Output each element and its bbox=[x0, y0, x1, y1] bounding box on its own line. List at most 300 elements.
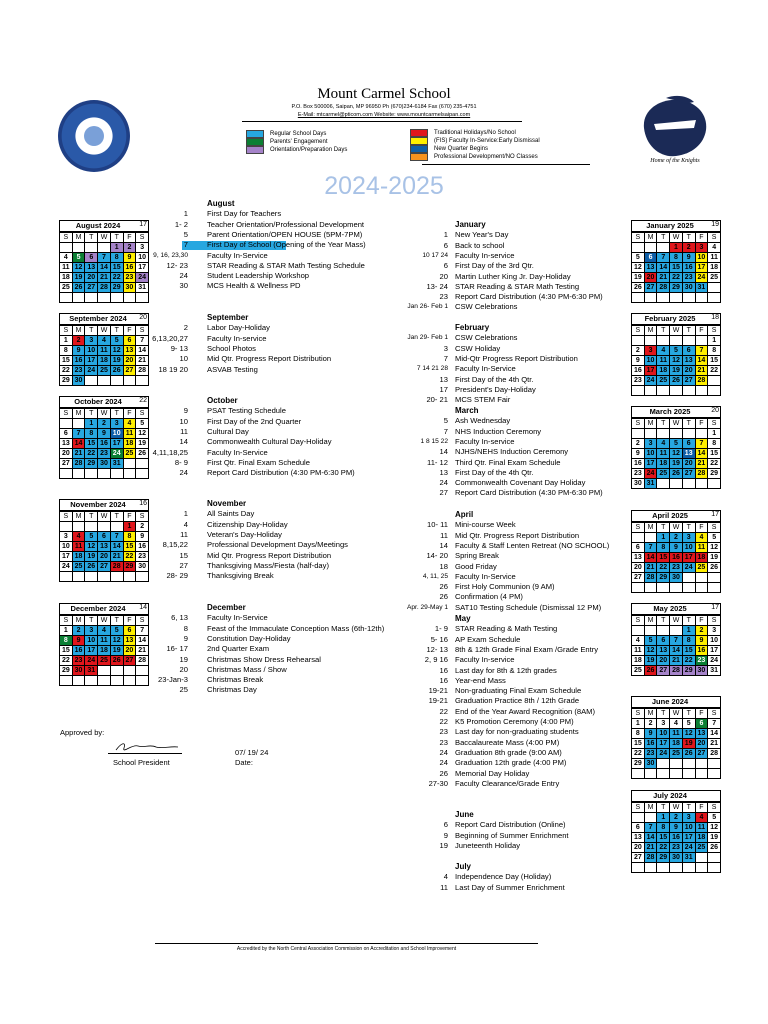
weekday-header: W bbox=[670, 803, 683, 813]
event-description: Christmas Show Dress Rehearsal bbox=[207, 654, 321, 664]
month-heading: June bbox=[455, 810, 474, 819]
calendar-day bbox=[73, 469, 86, 479]
calendar-day bbox=[645, 626, 658, 636]
legend-swatch bbox=[246, 146, 264, 154]
calendar-day: 18 bbox=[657, 459, 670, 469]
mini-calendar bbox=[631, 510, 721, 593]
calendar-day: 22 bbox=[85, 449, 98, 459]
calendar-day: 10 bbox=[85, 346, 98, 356]
calendar-day: 11 bbox=[657, 356, 670, 366]
event-description: Report Card Distribution (Online) bbox=[455, 820, 566, 830]
calendar-day: 20 bbox=[657, 656, 670, 666]
calendar-day: 19 bbox=[670, 366, 683, 376]
calendar-day bbox=[708, 759, 721, 769]
event-date: Jan 29- Feb 1 bbox=[407, 334, 448, 342]
calendar-day: 10 bbox=[657, 729, 670, 739]
calendar-day: 26 bbox=[708, 563, 721, 573]
calendar-day bbox=[645, 813, 658, 823]
calendar-day bbox=[85, 572, 98, 582]
calendar-day: 28 bbox=[708, 749, 721, 759]
weekday-header: S bbox=[708, 616, 721, 626]
calendar-day: 3 bbox=[708, 626, 721, 636]
event-date: Jan 26- Feb 1 bbox=[407, 303, 448, 311]
calendar-day: 13 bbox=[657, 646, 670, 656]
event-date: 14 bbox=[439, 447, 448, 457]
event-description: Confirmation (4 PM) bbox=[455, 592, 523, 602]
calendar-day: 11 bbox=[73, 542, 86, 552]
calendar-day: 29 bbox=[85, 459, 98, 469]
month-heading: March bbox=[455, 406, 479, 415]
weekday-header: T bbox=[85, 512, 98, 522]
event-date: 1 bbox=[183, 509, 188, 519]
calendar-day bbox=[683, 769, 696, 779]
legend-divider bbox=[422, 164, 590, 165]
calendar-day: 17 bbox=[683, 833, 696, 843]
mini-calendar-title: April 2025 bbox=[652, 511, 688, 520]
calendar-day: 29 bbox=[60, 376, 73, 386]
calendar-day bbox=[632, 863, 645, 873]
calendar-day: 29 bbox=[657, 853, 670, 863]
event-date: 1 8 15 22 bbox=[420, 437, 448, 445]
event-date: 8,15,22 bbox=[162, 540, 188, 550]
event-description: First Day of the 4th Qtr. bbox=[455, 374, 534, 384]
calendar-day: 9 bbox=[136, 532, 149, 542]
mini-calendar-title: September 2024 bbox=[69, 314, 127, 323]
calendar-day bbox=[645, 243, 658, 253]
event-description: First Qtr. Final Exam Schedule bbox=[207, 457, 310, 467]
mini-calendar-title: December 2024 bbox=[70, 604, 126, 613]
weekday-header: S bbox=[60, 233, 73, 243]
legend-label: Professional Development/NO Classes bbox=[434, 154, 538, 160]
calendar-day bbox=[98, 666, 111, 676]
calendar-day: 19 bbox=[708, 553, 721, 563]
event-description: Third Qtr. Final Exam Schedule bbox=[455, 457, 561, 467]
event-description: President's Day-Holiday bbox=[455, 384, 536, 394]
calendar-day: 25 bbox=[124, 449, 137, 459]
event-date: 11- 12 bbox=[427, 457, 448, 467]
event-date: 18 19 20 bbox=[158, 364, 188, 374]
mini-calendar-header bbox=[631, 406, 721, 418]
calendar-day bbox=[136, 459, 149, 469]
event-date: 6 bbox=[443, 820, 448, 830]
calendar-day: 4 bbox=[670, 719, 683, 729]
calendar-day: 25 bbox=[632, 666, 645, 676]
calendar-day bbox=[98, 243, 111, 253]
calendar-day: 19 bbox=[632, 273, 645, 283]
calendar-day: 12 bbox=[85, 542, 98, 552]
event-date: 24 bbox=[179, 468, 188, 478]
mini-calendar-title: January 2025 bbox=[646, 221, 694, 230]
calendar-day: 18 bbox=[632, 656, 645, 666]
calendar-day bbox=[645, 533, 658, 543]
calendar-day: 7 bbox=[670, 636, 683, 646]
mini-calendar bbox=[59, 603, 149, 686]
event-description: STAR Reading & Math Testing bbox=[455, 624, 558, 634]
weekday-header: W bbox=[98, 409, 111, 419]
calendar-day: 13 bbox=[98, 542, 111, 552]
mini-calendar bbox=[59, 499, 149, 582]
event-description: Christmas Mass / Show bbox=[207, 664, 287, 674]
calendar-day: 4 bbox=[632, 636, 645, 646]
calendar-day: 23 bbox=[670, 843, 683, 853]
calendar-day bbox=[136, 376, 149, 386]
event-date: 6 bbox=[443, 261, 448, 271]
calendar-day: 7 bbox=[73, 429, 86, 439]
calendar-day: 10 bbox=[60, 542, 73, 552]
event-description: Citizenship Day-Holiday bbox=[207, 519, 288, 529]
calendar-day bbox=[696, 769, 709, 779]
calendar-day: 29 bbox=[60, 666, 73, 676]
mini-calendar-header bbox=[631, 790, 721, 802]
event-date: 23 bbox=[439, 292, 448, 302]
event-description: 2nd Quarter Exam bbox=[207, 644, 270, 654]
event-date: 10 bbox=[179, 416, 188, 426]
event-date: 7 bbox=[183, 240, 188, 250]
calendar-day: 1 bbox=[124, 522, 137, 532]
calendar-day: 1 bbox=[85, 419, 98, 429]
legend-label: (FIS) Faculty In-Service:Early Dismissal bbox=[434, 138, 540, 144]
calendar-day: 10 bbox=[696, 253, 709, 263]
event-date: 24 bbox=[179, 271, 188, 281]
calendar-day bbox=[683, 336, 696, 346]
calendar-day: 16 bbox=[670, 833, 683, 843]
calendar-day bbox=[111, 293, 124, 303]
event-date: 24 bbox=[439, 478, 448, 488]
year-title: 2024-2025 bbox=[324, 172, 444, 200]
event-date: 6, 13 bbox=[171, 613, 188, 623]
event-date: 18 bbox=[439, 561, 448, 571]
calendar-day: 15 bbox=[657, 553, 670, 563]
event-date: 10 bbox=[179, 354, 188, 364]
legend-item bbox=[246, 146, 347, 154]
calendar-day bbox=[124, 666, 137, 676]
calendar-day: 20 bbox=[645, 273, 658, 283]
calendar-day: 20 bbox=[98, 552, 111, 562]
event-date: 8- 9 bbox=[174, 457, 188, 467]
calendar-day: 26 bbox=[670, 469, 683, 479]
mini-calendar bbox=[59, 396, 149, 479]
school-days-count: 16 bbox=[139, 500, 147, 507]
weekday-header: W bbox=[98, 512, 111, 522]
calendar-day bbox=[657, 293, 670, 303]
calendar-day: 30 bbox=[632, 479, 645, 489]
calendar-day bbox=[657, 759, 670, 769]
calendar-day bbox=[111, 376, 124, 386]
calendar-day: 21 bbox=[708, 739, 721, 749]
calendar-day: 17 bbox=[645, 459, 658, 469]
event-description: Student Leadership Workshop bbox=[207, 271, 310, 281]
weekday-header: M bbox=[645, 326, 658, 336]
mini-calendar-header bbox=[631, 696, 721, 708]
calendar-day: 27 bbox=[124, 366, 137, 376]
calendar-day: 17 bbox=[60, 552, 73, 562]
event-description: Report Card Distribution (4:30 PM-6:30 PM) bbox=[455, 292, 603, 302]
event-date: 10- 11 bbox=[427, 520, 448, 530]
event-date: 19-21 bbox=[428, 696, 448, 706]
calendar-day: 12 bbox=[683, 729, 696, 739]
event-description: ASVAB Testing bbox=[207, 364, 258, 374]
calendar-day: 21 bbox=[73, 449, 86, 459]
calendar-day bbox=[657, 479, 670, 489]
calendar-day: 19 bbox=[683, 739, 696, 749]
month-heading: May bbox=[455, 614, 471, 623]
mini-calendar-header bbox=[631, 603, 721, 615]
weekday-header: T bbox=[683, 709, 696, 719]
calendar-day: 28 bbox=[136, 656, 149, 666]
calendar-day: 27 bbox=[632, 573, 645, 583]
event-date: 19 bbox=[179, 654, 188, 664]
calendar-day: 30 bbox=[683, 283, 696, 293]
legend-swatch bbox=[410, 153, 428, 161]
calendar-day: 16 bbox=[645, 739, 658, 749]
calendar-day: 13 bbox=[645, 263, 658, 273]
calendar-day: 23 bbox=[696, 656, 709, 666]
calendar-day: 14 bbox=[98, 263, 111, 273]
calendar-day bbox=[60, 572, 73, 582]
event-description: Faculty In-service bbox=[455, 436, 515, 446]
weekday-header: T bbox=[683, 616, 696, 626]
event-description: Faculty & Staff Lenten Retreat (NO SCHOOL) bbox=[455, 540, 610, 550]
event-date: 9 bbox=[443, 830, 448, 840]
calendar-day bbox=[708, 376, 721, 386]
calendar-day: 22 bbox=[60, 656, 73, 666]
weekday-header: M bbox=[73, 409, 86, 419]
mini-calendar-header bbox=[631, 220, 721, 232]
event-date: 23-Jan-3 bbox=[158, 675, 188, 685]
calendar-day: 18 bbox=[98, 646, 111, 656]
calendar-day bbox=[708, 769, 721, 779]
calendar-day: 21 bbox=[98, 273, 111, 283]
calendar-day: 4 bbox=[696, 533, 709, 543]
calendar-day: 19 bbox=[645, 656, 658, 666]
weekday-header: F bbox=[696, 616, 709, 626]
event-description: MCS STEM Fair bbox=[455, 395, 511, 405]
weekday-header: T bbox=[683, 233, 696, 243]
mini-calendar bbox=[631, 696, 721, 779]
mini-calendar-header bbox=[631, 313, 721, 325]
calendar-day: 29 bbox=[111, 283, 124, 293]
event-date: 14 bbox=[439, 540, 448, 550]
calendar-day bbox=[708, 386, 721, 396]
weekday-header: M bbox=[73, 233, 86, 243]
weekday-header: S bbox=[632, 419, 645, 429]
calendar-day: 11 bbox=[98, 636, 111, 646]
calendar-day bbox=[60, 469, 73, 479]
calendar-day: 24 bbox=[85, 366, 98, 376]
calendar-day: 6 bbox=[683, 346, 696, 356]
calendar-day bbox=[657, 243, 670, 253]
calendar-day: 5 bbox=[85, 532, 98, 542]
calendar-day bbox=[73, 522, 86, 532]
calendar-day bbox=[85, 376, 98, 386]
calendar-day bbox=[670, 429, 683, 439]
weekday-header: T bbox=[657, 803, 670, 813]
mini-calendar-grid bbox=[59, 325, 149, 386]
calendar-day bbox=[73, 243, 86, 253]
calendar-day bbox=[98, 572, 111, 582]
event-description: First Day of School (Opening of the Year Mass) bbox=[207, 240, 366, 250]
calendar-day bbox=[136, 666, 149, 676]
calendar-day: 2 bbox=[98, 419, 111, 429]
calendar-day: 11 bbox=[632, 646, 645, 656]
event-description: Last day for 8th & 12th grades bbox=[455, 665, 557, 675]
event-description: Ash Wednesday bbox=[455, 416, 511, 426]
event-description: STAR Reading & STAR Math Testing Schedule bbox=[207, 260, 365, 270]
calendar-day bbox=[696, 386, 709, 396]
calendar-day: 15 bbox=[632, 739, 645, 749]
calendar-day bbox=[670, 293, 683, 303]
event-description: New Year's Day bbox=[455, 230, 509, 240]
calendar-day bbox=[85, 469, 98, 479]
event-date: 13 bbox=[439, 374, 448, 384]
month-heading: December bbox=[207, 603, 246, 612]
event-date: 11 bbox=[180, 529, 188, 539]
calendar-day: 20 bbox=[124, 646, 137, 656]
calendar-day: 31 bbox=[696, 283, 709, 293]
event-description: First Day of the 4th Qtr. bbox=[455, 467, 534, 477]
calendar-day bbox=[111, 676, 124, 686]
school-days-count: 17 bbox=[711, 511, 719, 518]
calendar-day: 12 bbox=[708, 823, 721, 833]
calendar-day bbox=[657, 429, 670, 439]
mini-calendar-grid bbox=[59, 232, 149, 303]
calendar-day bbox=[696, 429, 709, 439]
event-date: 26 bbox=[439, 592, 448, 602]
event-description: Feast of the Immaculate Conception Mass (6th-12th) bbox=[207, 623, 385, 633]
calendar-day: 7 bbox=[136, 336, 149, 346]
calendar-day bbox=[657, 769, 670, 779]
calendar-day: 9 bbox=[632, 356, 645, 366]
calendar-day: 5 bbox=[670, 346, 683, 356]
calendar-day bbox=[632, 429, 645, 439]
calendar-day: 28 bbox=[645, 573, 658, 583]
event-date: 4 bbox=[443, 872, 448, 882]
calendar-day: 18 bbox=[670, 739, 683, 749]
calendar-day: 30 bbox=[670, 853, 683, 863]
event-date: 7 bbox=[443, 426, 448, 436]
event-description: Graduation Practice 8th / 12th Grade bbox=[455, 696, 580, 706]
weekday-header: W bbox=[98, 233, 111, 243]
weekday-header: S bbox=[708, 709, 721, 719]
calendar-day: 4 bbox=[657, 346, 670, 356]
calendar-day: 8 bbox=[632, 729, 645, 739]
mini-calendar-header bbox=[59, 396, 149, 408]
calendar-day: 11 bbox=[708, 253, 721, 263]
event-description: Faculty Clearance/Grade Entry bbox=[455, 778, 560, 788]
calendar-day bbox=[632, 533, 645, 543]
event-date: 7 14 21 28 bbox=[416, 365, 448, 373]
weekday-header: W bbox=[670, 326, 683, 336]
school-seal-icon bbox=[58, 100, 130, 172]
calendar-day: 5 bbox=[632, 253, 645, 263]
calendar-day: 23 bbox=[136, 552, 149, 562]
event-description: Parent Orientation/OPEN HOUSE (5PM-7PM) bbox=[207, 229, 363, 239]
calendar-day: 10 bbox=[683, 543, 696, 553]
legend-item bbox=[410, 153, 538, 161]
mini-calendar-title: June 2024 bbox=[651, 697, 689, 706]
calendar-day: 12 bbox=[73, 263, 86, 273]
month-heading: September bbox=[207, 313, 249, 322]
weekday-header: F bbox=[696, 803, 709, 813]
calendar-day: 11 bbox=[124, 429, 137, 439]
calendar-day: 3 bbox=[85, 626, 98, 636]
calendar-day: 27 bbox=[85, 283, 98, 293]
weekday-header: W bbox=[670, 616, 683, 626]
calendar-day: 14 bbox=[111, 542, 124, 552]
mini-calendar-grid bbox=[631, 802, 721, 873]
mini-calendar-title: November 2024 bbox=[70, 500, 126, 509]
legend-swatch bbox=[410, 145, 428, 153]
calendar-day: 28 bbox=[657, 283, 670, 293]
calendar-day: 27 bbox=[683, 469, 696, 479]
calendar-day: 15 bbox=[708, 449, 721, 459]
calendar-day: 21 bbox=[645, 843, 658, 853]
event-description: Last day for non-graduating students bbox=[455, 727, 579, 737]
calendar-day: 4 bbox=[98, 336, 111, 346]
calendar-day: 2 bbox=[73, 336, 86, 346]
calendar-day: 17 bbox=[136, 263, 149, 273]
calendar-day: 17 bbox=[657, 739, 670, 749]
calendar-day: 3 bbox=[696, 243, 709, 253]
calendar-day: 2 bbox=[632, 439, 645, 449]
calendar-day: 24 bbox=[657, 749, 670, 759]
calendar-day bbox=[708, 853, 721, 863]
event-description: PSAT Testing Schedule bbox=[207, 406, 286, 416]
calendar-day: 9 bbox=[645, 729, 658, 739]
approval-date-label: Date: bbox=[235, 758, 253, 767]
calendar-day: 19 bbox=[111, 646, 124, 656]
calendar-day bbox=[124, 676, 137, 686]
calendar-day bbox=[111, 572, 124, 582]
event-description: Constitution Day-Holiday bbox=[207, 633, 291, 643]
legend-item bbox=[246, 138, 328, 146]
event-date: 19 bbox=[439, 840, 448, 850]
event-date: 7 bbox=[443, 353, 448, 363]
event-description: Good Friday bbox=[455, 561, 497, 571]
event-date: 27-30 bbox=[428, 778, 448, 788]
calendar-day: 4 bbox=[73, 532, 86, 542]
weekday-header: M bbox=[73, 326, 86, 336]
calendar-day: 4 bbox=[657, 439, 670, 449]
calendar-day: 29 bbox=[124, 562, 137, 572]
calendar-day: 11 bbox=[60, 263, 73, 273]
calendar-day: 26 bbox=[670, 376, 683, 386]
calendar-day: 2 bbox=[73, 626, 86, 636]
event-date: 5- 16 bbox=[430, 634, 448, 644]
calendar-day: 6 bbox=[60, 429, 73, 439]
calendar-day bbox=[632, 243, 645, 253]
event-description: Mid Qtr. Progress Report Distribution bbox=[207, 354, 332, 364]
calendar-day bbox=[60, 419, 73, 429]
calendar-day bbox=[111, 522, 124, 532]
event-date: 20- 21 bbox=[426, 395, 448, 405]
calendar-day: 10 bbox=[85, 636, 98, 646]
event-description: Report Card Distribution (4:30 PM-6:30 PM) bbox=[455, 488, 603, 498]
calendar-day: 28 bbox=[73, 459, 86, 469]
calendar-day: 9 bbox=[670, 823, 683, 833]
calendar-day bbox=[124, 572, 137, 582]
calendar-day bbox=[670, 769, 683, 779]
weekday-header: M bbox=[73, 512, 86, 522]
calendar-day: 18 bbox=[696, 553, 709, 563]
calendar-day: 1 bbox=[683, 626, 696, 636]
mini-calendar-header bbox=[59, 313, 149, 325]
calendar-day: 26 bbox=[683, 749, 696, 759]
calendar-day bbox=[60, 243, 73, 253]
calendar-day: 1 bbox=[657, 813, 670, 823]
calendar-day: 7 bbox=[696, 439, 709, 449]
school-days-count: 22 bbox=[139, 397, 147, 404]
